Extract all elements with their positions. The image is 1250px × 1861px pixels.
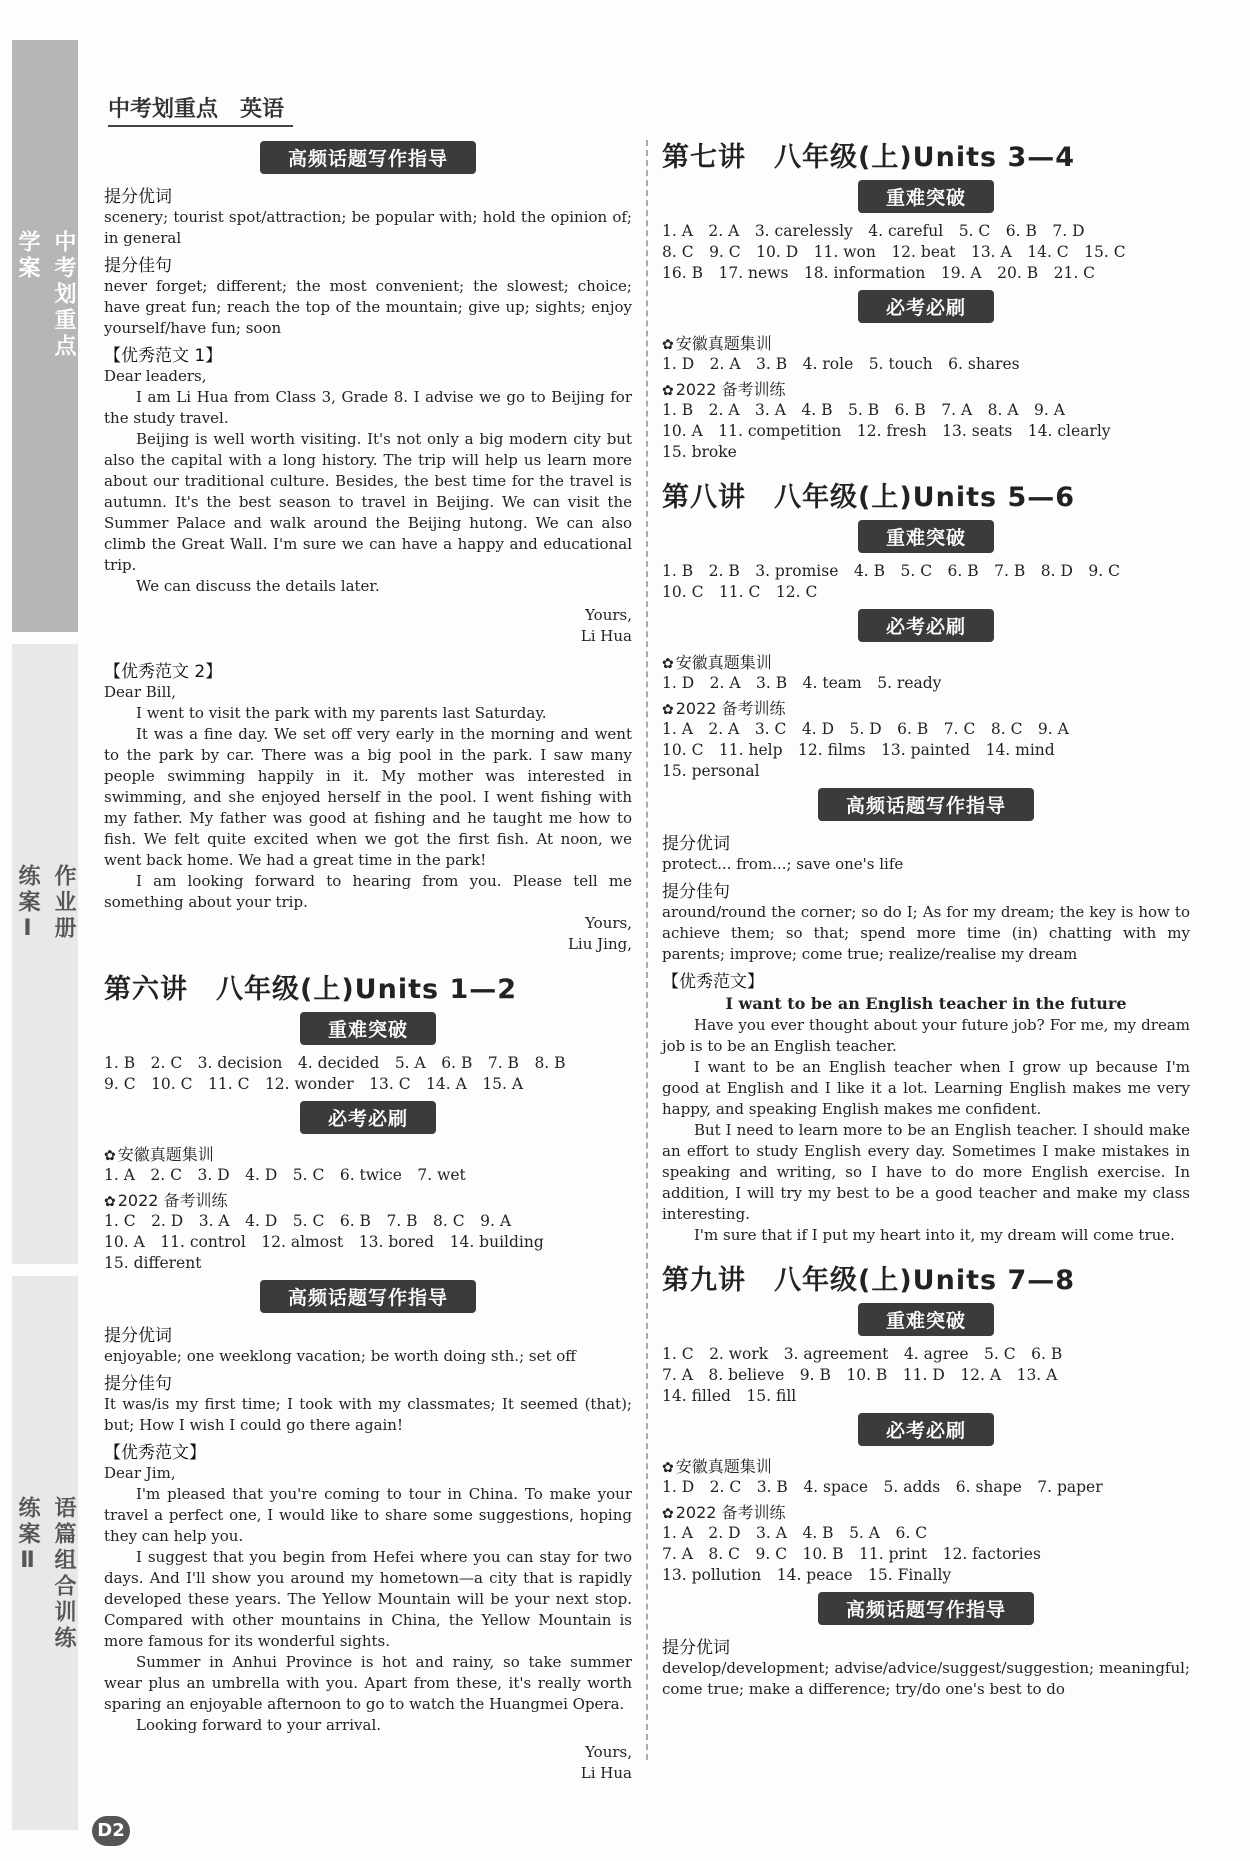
subsection-title: ✿ 安徽真题集训 bbox=[662, 1454, 1190, 1477]
answer-line: 1. A 2. A 3. C 4. D 5. D 6. B 7. C 8. C 9. A bbox=[662, 720, 1069, 738]
essay-paragraph: It was a fine day. We set off very early in the morning and went to the park by car. There was a big pool in the park. I saw many people swimming happily in it. My mother was interested in swimming, and she enjoyed herself in the pool. I went fishing with my father. My father was good at fishing and he taught me how to fish. We felt quite excited when we got the first fish. At noon, we went back home. We had a great time in the park! bbox=[104, 725, 632, 869]
lecture-title: 第七讲 八年级(上)Units 3—4 bbox=[662, 142, 1076, 173]
answer-line: 13. pollution 14. peace 15. Finally bbox=[662, 1566, 952, 1584]
side-tab-bar bbox=[12, 40, 78, 1830]
essay-greeting: Dear Jim, bbox=[104, 1464, 176, 1482]
header-underline bbox=[108, 125, 293, 127]
section-badge: 高频话题写作指导 bbox=[260, 141, 476, 174]
subheading: 提分佳句 bbox=[104, 1374, 172, 1394]
answer-line: 16. B 17. news 18. information 19. A 20. B 21. C bbox=[662, 264, 1096, 282]
model-essay-tag: 【优秀范文 1】 bbox=[104, 346, 223, 366]
model-essay-tag: 【优秀范文】 bbox=[104, 1443, 206, 1463]
section-badge: 高频话题写作指导 bbox=[260, 1280, 476, 1313]
side-tab-label: 语篇组合训练 bbox=[51, 1496, 76, 1652]
answer-line: 1. A 2. A 3. carelessly 4. careful 5. C 6. B 7. D bbox=[662, 222, 1085, 240]
side-tab-practice-2 bbox=[12, 1276, 78, 1830]
model-essay-tag: 【优秀范文 2】 bbox=[104, 662, 223, 682]
section-badge: 重难突破 bbox=[858, 180, 994, 213]
answer-line: 10. C 11. help 12. films 13. painted 14. mind bbox=[662, 741, 1055, 759]
essay-paragraph: Summer in Anhui Province is hot and rainy, so take summer wear plus an umbrella with you. Apart from these, it's really worth sparing an enjoyable afternoon to go to watch the Huangmei Opera. bbox=[104, 1653, 632, 1713]
essay-signature: Liu Jing, bbox=[567, 935, 632, 953]
subheading: 提分优词 bbox=[104, 187, 172, 207]
side-tab-practice-1 bbox=[12, 644, 78, 1264]
answer-line: 1. C 2. D 3. A 4. D 5. C 6. B 7. B 8. C 9. A bbox=[104, 1212, 512, 1230]
vocab-list: scenery; tourist spot/attraction; be popular with; hold the opinion of; in general bbox=[104, 208, 632, 247]
subsection-title: ✿ 2022 备考训练 bbox=[662, 696, 1190, 719]
essay-signoff: Yours, bbox=[585, 1743, 632, 1761]
essay-paragraph: I'm sure that if I put my heart into it, my dream will come true. bbox=[694, 1226, 1175, 1244]
side-tab-study-plan bbox=[12, 40, 78, 632]
answer-line: 7. A 8. C 9. C 10. B 11. print 12. factories bbox=[662, 1545, 1041, 1563]
essay-signature: Li Hua bbox=[580, 627, 632, 645]
column-divider bbox=[646, 140, 648, 1760]
answer-line: 15. personal bbox=[662, 762, 760, 780]
answer-line: 1. B 2. C 3. decision 4. decided 5. A 6. B 7. B 8. B bbox=[104, 1054, 566, 1072]
phrase-list: around/round the corner; so do I; As for my dream; the key is how to achieve them; so that; spend more time (in) chatting with my parents; improve; come true; realize/realise my dream bbox=[662, 903, 1190, 963]
section-badge: 必考必刷 bbox=[858, 1413, 994, 1446]
page-header: 中考划重点 英语 bbox=[108, 97, 285, 122]
answer-line: 8. C 9. C 10. D 11. won 12. beat 13. A 14. C 15. C bbox=[662, 243, 1126, 261]
answer-line: 1. A 2. D 3. A 4. B 5. A 6. C bbox=[662, 1524, 928, 1542]
answer-line: 7. A 8. believe 9. B 10. B 11. D 12. A 13. A bbox=[662, 1366, 1058, 1384]
essay-greeting: Dear Bill, bbox=[104, 683, 176, 701]
subheading: 提分优词 bbox=[662, 834, 730, 854]
essay-paragraph: But I need to learn more to be an English teacher. I should make an effort to study English every day. Sometimes I make mistakes in speaking and writing, so I have to do more English exercise. In addition, I will try my best to be a good teacher and make my class interesting. bbox=[662, 1121, 1190, 1223]
answer-line: 1. C 2. work 3. agreement 4. agree 5. C 6. B bbox=[662, 1345, 1063, 1363]
answer-line: 1. B 2. A 3. A 4. B 5. B 6. B 7. A 8. A 9. A bbox=[662, 401, 1065, 419]
answer-line: 1. D 2. A 3. B 4. role 5. touch 6. shares bbox=[662, 355, 1020, 373]
side-tab-label: 作业册 bbox=[51, 864, 76, 942]
answer-line: 1. A 2. C 3. D 4. D 5. C 6. twice 7. wet bbox=[104, 1166, 466, 1184]
essay-paragraph: I suggest that you begin from Hefei where you can stay for two days. And I'll show you around my hometown—a city that is rapidly developed these years. The Yellow Mountain will be your next stop. Compared with other mountains in China, the Yellow Mountain is more famous for its wonderful sights. bbox=[104, 1548, 632, 1650]
answer-line: 1. D 2. A 3. B 4. team 5. ready bbox=[662, 674, 942, 692]
answer-line: 1. B 2. B 3. promise 4. B 5. C 6. B 7. B 8. D 9. C bbox=[662, 562, 1120, 580]
lecture-title: 第八讲 八年级(上)Units 5—6 bbox=[662, 482, 1076, 513]
answer-line: 9. C 10. C 11. C 12. wonder 13. C 14. A 15. A bbox=[104, 1075, 524, 1093]
answer-line: 10. A 11. competition 12. fresh 13. seats 14. clearly bbox=[662, 422, 1111, 440]
subsection-title: ✿ 2022 备考训练 bbox=[104, 1188, 632, 1211]
section-badge: 高频话题写作指导 bbox=[818, 1592, 1034, 1625]
subheading: 提分佳句 bbox=[104, 256, 172, 276]
page-number: D2 bbox=[92, 1816, 130, 1846]
essay-signoff: Yours, bbox=[585, 606, 632, 624]
lecture-title: 第六讲 八年级(上)Units 1—2 bbox=[104, 974, 518, 1005]
subsection-title: ✿ 安徽真题集训 bbox=[662, 331, 1190, 354]
section-badge: 高频话题写作指导 bbox=[818, 788, 1034, 821]
right-column bbox=[662, 135, 1190, 1700]
vocab-list: enjoyable; one weeklong vacation; be worth doing sth.; set off bbox=[104, 1347, 576, 1365]
phrase-list: never forget; different; the most convenient; the slowest; choice; have great fun; reach the top of the mountain; give up; sights; enjoy yourself/have fun; soon bbox=[104, 277, 632, 337]
section-badge: 必考必刷 bbox=[858, 290, 994, 323]
subheading: 提分优词 bbox=[662, 1638, 730, 1658]
section-badge: 必考必刷 bbox=[300, 1101, 436, 1134]
subsection-title: ✿ 2022 备考训练 bbox=[662, 377, 1190, 400]
answer-line: 15. broke bbox=[662, 443, 737, 461]
essay-paragraph: I want to be an English teacher when I grow up because I'm good at English and I like it a lot. Learning English makes me very happy, and speaking English makes me confident. bbox=[662, 1058, 1190, 1118]
answer-line: 1. D 2. C 3. B 4. space 5. adds 6. shape 7. paper bbox=[662, 1478, 1103, 1496]
essay-paragraph: I'm pleased that you're coming to tour in China. To make your travel a perfect one, I would like to share some suggestions, hoping they can help you. bbox=[104, 1485, 632, 1545]
essay-paragraph: We can discuss the details later. bbox=[136, 577, 380, 595]
side-tab-label: 练案Ⅰ bbox=[15, 864, 40, 945]
subsection-title: ✿ 安徽真题集训 bbox=[662, 650, 1190, 673]
essay-paragraph: Beijing is well worth visiting. It's not only a big modern city but also the capital with a long history. The trip will help us learn more about our traditional culture. Besides, the best time for the travel is autumn. It's the best season to travel in Beijing. We can visit the Summer Palace and walk around the Beijing hutong. We can also climb the Great Wall. I'm sure we can have a happy and educational trip. bbox=[104, 430, 632, 574]
essay-paragraph: Looking forward to your arrival. bbox=[136, 1716, 382, 1734]
section-badge: 必考必刷 bbox=[858, 609, 994, 642]
essay-signoff: Yours, bbox=[585, 914, 632, 932]
essay-paragraph: Have you ever thought about your future job? For me, my dream job is to be an English teacher. bbox=[662, 1016, 1190, 1055]
essay-signature: Li Hua bbox=[580, 1764, 632, 1782]
answer-line: 14. filled 15. fill bbox=[662, 1387, 797, 1405]
subsection-title: ✿ 2022 备考训练 bbox=[662, 1500, 1190, 1523]
essay-paragraph: I am looking forward to hearing from you. Please tell me something about your trip. bbox=[104, 872, 632, 911]
subheading: 提分优词 bbox=[104, 1326, 172, 1346]
side-tab-label: 练案Ⅱ bbox=[15, 1496, 40, 1577]
answer-line: 10. C 11. C 12. C bbox=[662, 583, 818, 601]
side-tab-label: 中考划重点 bbox=[51, 230, 76, 360]
essay-title: I want to be an English teacher in the future bbox=[725, 994, 1127, 1013]
vocab-list: protect... from...; save one's life bbox=[662, 855, 904, 873]
subsection-title: ✿ 安徽真题集训 bbox=[104, 1142, 632, 1165]
lecture-title: 第九讲 八年级(上)Units 7—8 bbox=[662, 1265, 1076, 1296]
answer-line: 15. different bbox=[104, 1254, 202, 1272]
essay-paragraph: I am Li Hua from Class 3, Grade 8. I advise we go to Beijing for the study travel. bbox=[104, 388, 632, 427]
side-tab-label: 学案 bbox=[15, 230, 40, 282]
section-badge: 重难突破 bbox=[858, 520, 994, 553]
essay-greeting: Dear leaders, bbox=[104, 367, 207, 385]
section-badge: 重难突破 bbox=[300, 1012, 436, 1045]
model-essay-tag: 【优秀范文】 bbox=[662, 972, 764, 992]
vocab-list: develop/development; advise/advice/suggest/suggestion; meaningful; come true; make a difference; try/do one's best to do bbox=[662, 1659, 1190, 1698]
phrase-list: It was/is my first time; I took with my classmates; It seemed (that); but; How I wish I could go there again! bbox=[104, 1395, 632, 1434]
answer-line: 10. A 11. control 12. almost 13. bored 14. building bbox=[104, 1233, 544, 1251]
essay-paragraph: I went to visit the park with my parents last Saturday. bbox=[136, 704, 547, 722]
section-badge: 重难突破 bbox=[858, 1303, 994, 1336]
left-column bbox=[104, 135, 632, 1784]
subheading: 提分佳句 bbox=[662, 882, 730, 902]
